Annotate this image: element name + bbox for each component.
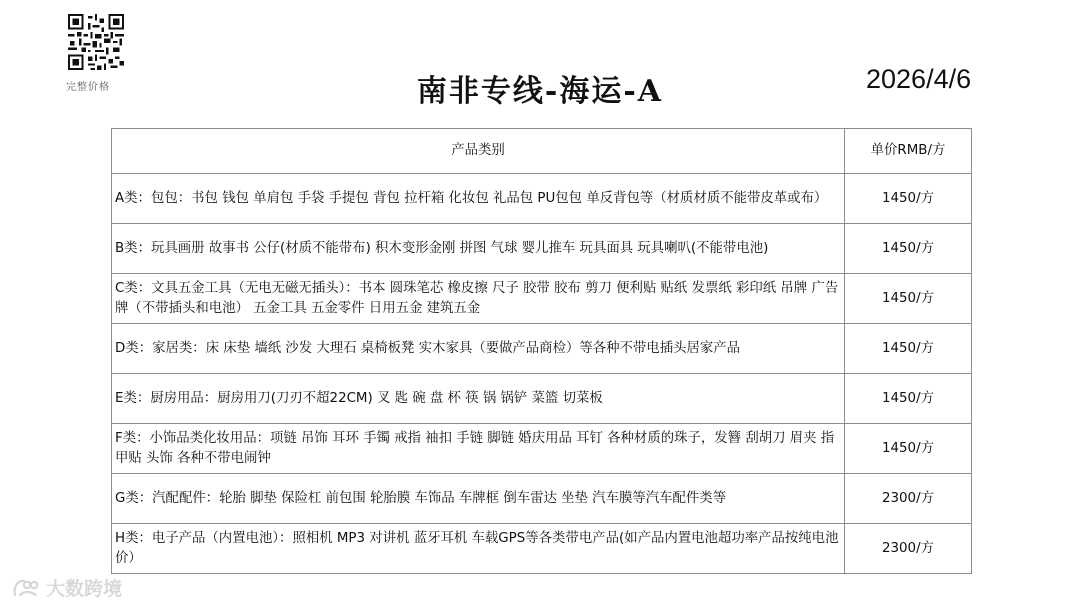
price-cell: 1450/方 <box>845 374 972 424</box>
page-title: 南非专线-海运-A <box>416 74 664 109</box>
table-row <box>112 424 972 474</box>
table-row <box>112 274 972 324</box>
table-row <box>112 174 972 224</box>
watermark-text: 大数跨境 <box>46 578 123 600</box>
category-cell: F类：小饰品类化妆用品：项链 吊饰 耳环 手镯 戒指 袖扣 手链 脚链 婚庆用品 耳钉 各种材质的珠子，发簪 刮胡刀 眉夹 指甲贴 头饰 各种不带电闹钟 <box>112 424 845 474</box>
category-cell: B类：玩具画册 故事书 公仔(材质不能带布) 积木变形金刚 拼图 气球 婴儿推车 玩具面具 玩具喇叭(不能带电池) <box>112 224 845 274</box>
category-cell: H类：电子产品（内置电池）：照相机 MP3 对讲机 蓝牙耳机 车载GPS等各类带电产品(如产品内置电池超功率产品按纯电池价） <box>112 524 845 574</box>
category-cell: G类：汽配配件：轮胎 脚垫 保险杠 前包围 轮胎膜 车饰品 车牌框 倒车雷达 坐垫 汽车膜等汽车配件类等 <box>112 474 845 524</box>
date-label: 2026/4/6 <box>866 64 972 94</box>
table-row <box>112 474 972 524</box>
category-cell: C类：文具五金工具（无电无磁无插头）：书本 圆珠笔芯 橡皮擦 尺子 胶带 胶布 剪刀 便利贴 贴纸 发票纸 彩印纸 吊牌 广告牌（不带插头和电池） 五金工具 五金零件 日用五金 建筑五金 <box>112 274 845 324</box>
table-row <box>112 224 972 274</box>
table-row <box>112 324 972 374</box>
price-cell: 1450/方 <box>845 224 972 274</box>
table-row <box>112 524 972 574</box>
table-row <box>112 374 972 424</box>
price-cell: 2300/方 <box>845 524 972 574</box>
price-cell: 2300/方 <box>845 474 972 524</box>
price-cell: 1450/方 <box>845 324 972 374</box>
category-cell: E类：厨房用品：厨房用刀(刀刃不超22CM) 叉 匙 碗 盘 杯 筷 锅 锅铲 菜篮 切菜板 <box>112 374 845 424</box>
qr-code-icon <box>68 14 124 70</box>
column-header-category: 产品类别 <box>112 129 845 174</box>
column-header-price: 单价RMB/方 <box>845 129 972 174</box>
price-cell: 1450/方 <box>845 424 972 474</box>
category-cell: D类：家居类：床 床垫 墙纸 沙发 大理石 桌椅板凳 实木家具（要做产品商检）等各种不带电插头居家产品 <box>112 324 845 374</box>
watermark <box>12 574 122 601</box>
category-cell: A类：包包：书包 钱包 单肩包 手袋 手提包 背包 拉杆箱 化妆包 礼品包 PU包包 单反背包等（材质材质不能带皮革或布） <box>112 174 845 224</box>
brand-logo-icon <box>12 577 42 599</box>
price-table <box>111 128 972 574</box>
table-header-row <box>112 129 972 174</box>
price-cell: 1450/方 <box>845 174 972 224</box>
qr-caption: 完整价格 <box>66 82 110 93</box>
price-cell: 1450/方 <box>845 274 972 324</box>
